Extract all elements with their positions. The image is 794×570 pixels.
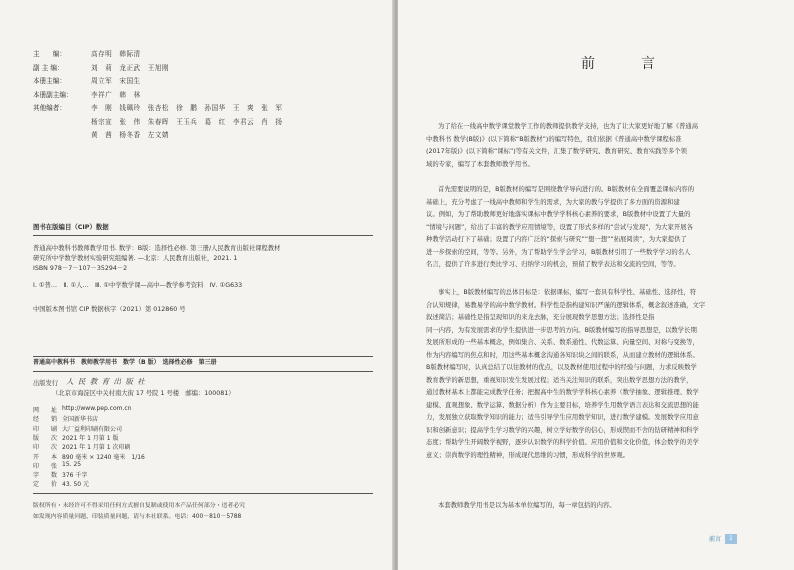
preface-paragraph: [426, 500, 770, 513]
preface-line: 建模、直观想象、数学运算、数据分析）作为主要目标，培养学生用数学语言表达和交流思想的能: [426, 401, 699, 409]
preface-line: 作为内容编写的焦点和时，用这些基本概念沟通各知识块之间的联系，从而建立教材的逻辑体系。: [426, 351, 699, 359]
imprint-value: http://www.pep.com.cn: [62, 405, 132, 412]
publisher-name: 人 民 教 育 出 版 社: [66, 377, 146, 386]
imprint-value: 2021 年 1 月第 1 版: [62, 434, 119, 442]
preface-line: 种教学活动打下了基础；设置了内容广泛的“探索与研究”“想一想”“拓展阅读”，为大家提供了: [426, 236, 687, 243]
page-number: 1: [725, 534, 737, 544]
credit-names: 李祥广 韩 林: [91, 91, 141, 99]
imprint-key: 印 次: [33, 444, 58, 452]
preface-line: (2017年版)》(以下简称“课标”)等有关文件，汇集了数学研究、教育研究、教育实践等多个领: [426, 148, 687, 155]
preface-line: 基础上，充分考虑了一线高中教师和学生的需求，为大家的教与学提供了多方面的资源和建: [426, 198, 680, 206]
preface-line: 意义；崇尚数学的理性精神，形成现代思维的习惯，形成科学的世界观。: [426, 451, 630, 459]
preface-line: 态度；帮助学生开阔数学视野，逐步认识数学的科学价值、应用价值和文化价值，体会数学的美学: [426, 439, 699, 446]
credit-role: 本册主编：: [33, 77, 66, 85]
preface-paragraph: [426, 184, 770, 272]
rights-line: 版权所有・未经许可不得采用任何方式擅自复制或使用本产品任何部分・违者必究: [33, 503, 246, 509]
preface-line: 首先需要说明的是，B版教材的编写是围绕教学导向进行的。B版教材在全面覆盖课标内容的: [438, 186, 695, 193]
rights-divider: [33, 493, 373, 494]
cip-record: 中国版本图书馆 CIP 数据核字（2021）第 012860 号: [33, 306, 186, 313]
imprint-value: 43. 50 元: [62, 481, 89, 489]
imprint-value: 15. 25: [62, 460, 82, 468]
preface-line: 域的专家，编写了本套教师教学用书。: [426, 160, 534, 168]
publisher-address: （北京市海淀区中关村南大街 17 号院 1 号楼 邮编：100081）: [52, 390, 235, 397]
credit-role: 副 主 编：: [33, 64, 64, 72]
preface-line: 名言，提供了许多进行类比学习、归纳学习的机会，预留了数学表达和交流的空间，等等。: [426, 261, 680, 268]
preface-line: 合认知规律，易教易学的高中数学教材。科学性是指构建知识严谨的逻辑体系，概念叙述准确，文字: [426, 301, 706, 309]
imprint-value: 全国新华书店: [62, 416, 99, 424]
imprint-value: 890 毫米 × 1240 毫米 1/16: [62, 453, 145, 461]
cip-line: 普通高中教科书教师教学用书. 数学：B版：选择性必修. 第三册/人民教育出版社课程教材: [33, 245, 281, 252]
preface-line: 发展所形成的一些基本概念，例如集合、关系、数系通性、代数运算、向量空间、对称与变换等，: [426, 339, 699, 346]
preface-line: 进一步探索的空间，等等。另外，为了帮助学生学会学习，B版教材引用了一些数学学习的名人: [426, 248, 691, 256]
imprint-key: 开 本: [33, 453, 58, 461]
preface-line: 同一内容，为有发展需求的学生提供进一步思考的方向。B版教材编写的指导思想是，以数学长期: [426, 326, 697, 334]
credit-names: 李 刚 钱珮玲 张杏松 徐 鹏 孙国华 王 爽 张 军: [91, 104, 283, 112]
rights-line: 如发现内容质量问题、印装质量问题，请与本社联系。电话：400－810－5788: [33, 514, 242, 520]
credit-role: 主 编：: [33, 50, 66, 58]
preface-paragraph: [426, 287, 770, 462]
imprint-key: 印 刷: [33, 425, 58, 433]
preface-page: [398, 0, 794, 570]
imprint-key: 字 数: [33, 472, 58, 480]
title-divider-bottom: [33, 371, 373, 372]
preface-line: 力，发展独立获取数学知识的能力；适当引导学生应用数学知识，进行数学建模。发展数学应用意: [426, 414, 699, 421]
page-footer: [705, 533, 761, 544]
credit-role: 本册副主编：: [33, 91, 73, 99]
credit-names: 黄 茜 杨冬香 左文婧: [91, 131, 170, 139]
preface-line: 识和创新意识；提高学生学习数学的兴趣，树立学好数学的信心，形成锲而不舍的钻研精神和科学: [426, 426, 699, 434]
preface-paragraph: [426, 121, 770, 171]
imprint-value: 2021 年 1 月第 1 次印刷: [62, 444, 131, 452]
credit-names: 刘 莉 龙正武 王旭刚: [91, 64, 170, 72]
credit-names: 周立军 宋国生: [91, 77, 141, 85]
cip-divider: [33, 235, 373, 236]
imprint-key: 印 张: [33, 462, 58, 470]
preface-line: 事实上，B版教材编写的总体目标是：依据课标，编写一套具有科学性、基础性、选择性，符: [438, 289, 697, 296]
publisher-label: 出版发行: [33, 380, 59, 387]
preface-line: 为了给在一线高中数学课堂教学工作的教师提供教学支持，也为了让大家更好地了解《普通高: [438, 123, 699, 130]
title-divider: [33, 356, 373, 357]
cip-heading: 图书在版编目（CIP）数据: [33, 223, 109, 231]
preface-line: 通过教材基本上都能完成教学任务；把握高中生的数学学科核心素养（数学抽象、逻辑推理、数学: [426, 389, 699, 396]
copyright-page: [0, 0, 394, 570]
imprint-key: 定 价: [33, 481, 58, 489]
credit-names: 杨宗宣 张 伟 朱春晖 王玉兵 葛 红 李君云 肖 扬: [91, 118, 283, 126]
preface-line: 中教科书 数学(B版)》(以下简称“B版教材”)的编写特色，我们依据《普通高中数学课程标准: [426, 135, 682, 143]
imprint-key: 版 次: [33, 434, 58, 442]
cip-line: ISBN 978－7－107－35294－2: [33, 265, 128, 272]
preface-line: 议。例如，为了帮助教师更好地落实课标中教学学科核心素养的要求，B版教材中设置了大量的: [426, 211, 691, 218]
imprint-value: 大厂益利印刷有限公司: [62, 425, 123, 433]
preface-line: B版教材编写时，认真总结了以往教材的优点，以及教材使用过程中的经验与问题，力求反映数学: [426, 364, 697, 371]
credit-role: 其他编者：: [33, 104, 66, 112]
preface-line: 本套教师教学用书是以为基本单位编写的，每一章包括的内容。: [438, 502, 616, 509]
cip-line: 研究所中学数学教材实验研究组编著. —北京：人民教育出版社，2021. 1: [33, 255, 238, 262]
cip-subjects: Ⅰ. ①普… Ⅱ. ①人… Ⅲ. ①中学数学课—高中—教学参考资料 Ⅳ. ①G633: [33, 282, 243, 289]
preface-line: 教育教学的新思想，重视知识发生发展过程；适当关注知识的联系，突出数学思想方法的教学，: [426, 376, 693, 384]
preface-line: “情境与问题”，给出了丰富的教学应用情境等，设置了形式多样的“尝试与发现”，为大家开展各: [426, 223, 693, 231]
preface-line: 叙述简洁；基础性是指呈现知识的来龙去脉，充分展现数学思想方法；选择性是指: [426, 314, 655, 321]
imprint-key: 经 销: [33, 416, 58, 424]
footer-section-label: 前言: [709, 536, 722, 543]
imprint-value: 376 千字: [62, 472, 88, 480]
credit-names: 高存明 韩际清: [91, 50, 141, 58]
preface-title: 前 言: [581, 56, 671, 72]
book-title: 普通高中教科书 教师教学用书 数学（B 版） 选择性必修 第三册: [33, 359, 217, 366]
imprint-key: 网 址: [33, 407, 58, 414]
